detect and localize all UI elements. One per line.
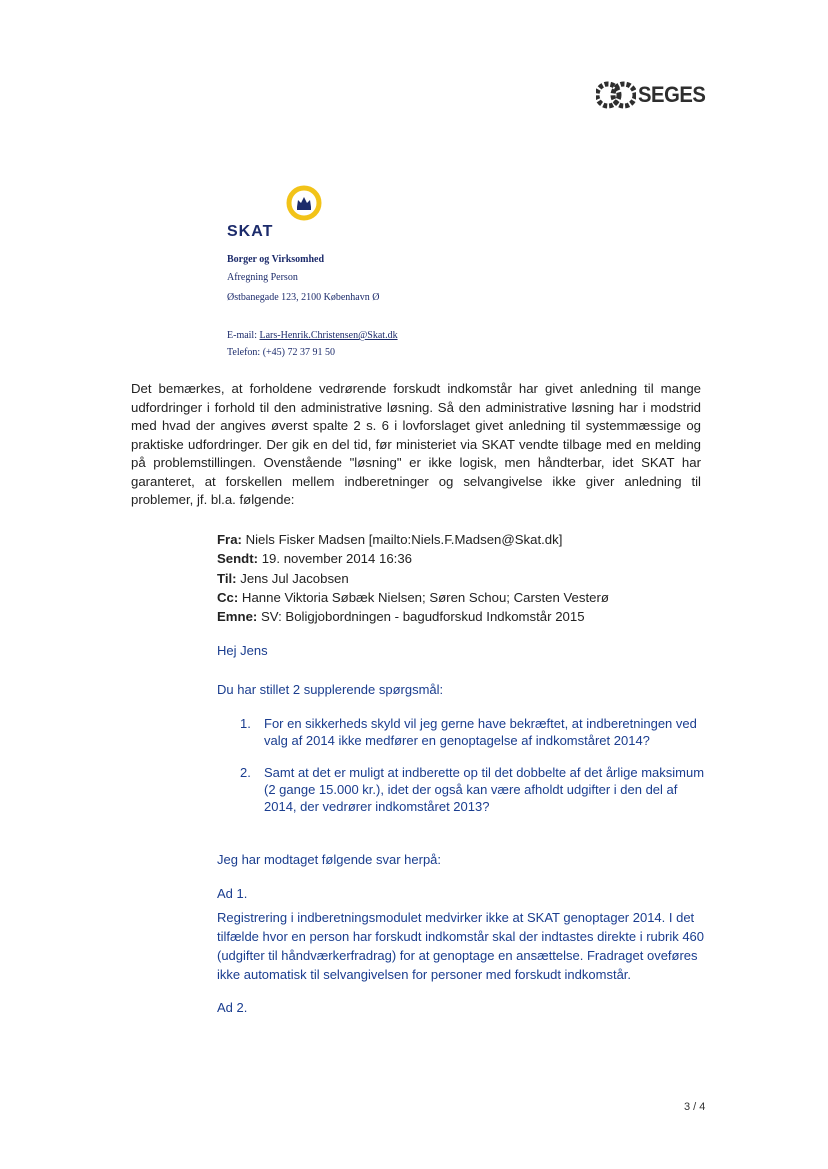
email-subject-row <box>217 607 609 626</box>
intro-paragraph: Det bemærkes, at forholdene vedrørende forskudt indkomstår har givet anledning til mange udfordringer i forhold til den administrative løsning. Så den administrative løsning har i modstrid med hvad der angives øverst spalte 2 s. 6 i lovforslaget givet anledning til systemmæssige og praktiske udfordringer. Der gik en del tid, før ministeriet via SKAT vendte tilbage med en melding på problemstillingen. Ovenstående "løsning" er ikke logisk, men håndterbar, idet SKAT har garanteret, at forskellen mellem indberetninger og selvangivelse ikke giver anledning til problemer, jf. bl.a. følgende: <box>131 381 701 507</box>
subject-label: Emne: <box>217 609 258 625</box>
to-value: Jens Jul Jacobsen <box>240 570 349 586</box>
question-text: For en sikkerheds skyld vil jeg gerne have bekræftet, at indberetningen ved valg af 2014 ikke medfører en genoptagelse af indkomståret 2014? <box>264 716 697 748</box>
email-sent-row <box>217 549 609 568</box>
skat-unit: Afregning Person <box>227 272 298 283</box>
email-link[interactable]: Lars-Henrik.Christensen@Skat.dk <box>259 330 398 341</box>
phone-label: Telefon: <box>227 347 261 358</box>
from-label: Fra: <box>217 532 242 547</box>
question-text: Samt at det er muligt at indberette op til det dobbelte af det årlige maksimum (2 gange 15.000 kr.), idet der også kan være afholdt udgifter i den del af 2014, der vedrører indkomståret 2013? <box>264 765 705 814</box>
ad1-label: Ad 1. <box>217 886 248 901</box>
sent-value: 19. november 2014 16:36 <box>261 551 413 567</box>
seges-logo-text: SEGES <box>638 82 706 107</box>
email-from-row <box>217 530 609 549</box>
from-value: Niels Fisker Madsen [mailto:Niels.F.Madsen@Skat.dk] <box>245 532 563 547</box>
email-to-row <box>217 569 609 588</box>
question-item <box>240 764 710 815</box>
to-label: Til: <box>217 570 237 586</box>
seges-logo-mark <box>596 81 636 109</box>
answer-intro: Jeg har modtaget følgende svar herpå: <box>217 852 442 867</box>
skat-address: Østbanegade 123, 2100 København Ø <box>227 292 380 303</box>
email-header <box>217 530 609 626</box>
question-intro: Du har stillet 2 supplerende spørgsmål: <box>217 682 444 697</box>
skat-department: Borger og Virksomhed <box>227 254 325 265</box>
greeting: Hej Jens <box>217 643 268 658</box>
sent-label: Sendt: <box>217 551 259 567</box>
questions-list <box>240 715 710 830</box>
question-item <box>240 715 710 749</box>
skat-phone-row <box>227 347 335 358</box>
phone-number: (+45) 72 37 91 50 <box>262 347 335 358</box>
question-number: 1. <box>240 716 251 731</box>
email-cc-row <box>217 588 609 607</box>
skat-wordmark: SKAT <box>227 223 274 240</box>
skat-email-row <box>227 330 398 341</box>
page-number: 3 / 4 <box>684 1101 706 1113</box>
cc-label: Cc: <box>217 589 239 605</box>
ad2-label: Ad 2. <box>217 1000 248 1015</box>
skat-crown-emblem-icon <box>286 185 322 221</box>
cc-value: Hanne Viktoria Søbæk Nielsen; Søren Schou; Carsten Vesterø <box>241 589 609 605</box>
question-number: 2. <box>240 765 251 780</box>
subject-value: SV: Boligjobordningen - bagudforskud Indkomstår 2015 <box>260 609 585 625</box>
seges-logo <box>596 80 716 110</box>
ad1-text: Registrering i indberetningsmodulet medvirker ikke at SKAT genoptager 2014. I det tilfælde hvor en person har forskudt indkomstår skal der indtastes direkte i rubrik 460 (udgifter til håndværkerfradrag) for at genoptage en ansættelse. Fradraget oveføres ikke automatisk til selvangivelsen for personer med forskudt indkomstår. <box>217 910 705 982</box>
email-label: E-mail: <box>227 330 257 341</box>
